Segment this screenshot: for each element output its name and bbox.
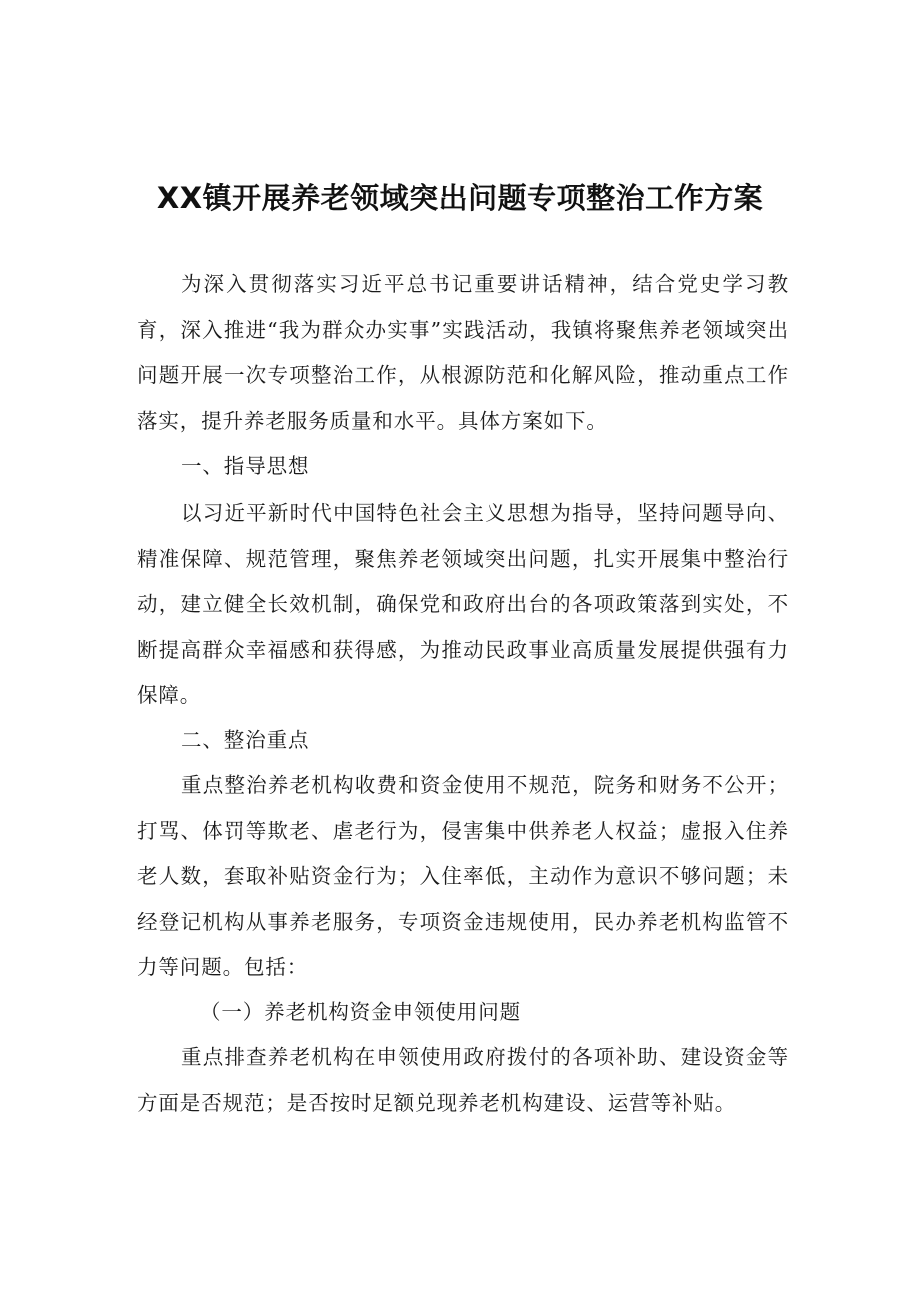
document-title: XX镇开展养老领域突出问题专项整治工作方案 xyxy=(156,181,764,215)
subsection-heading-fund-usage: （一）养老机构资金申领使用问题 xyxy=(200,1000,521,1024)
intro-paragraph: 为深入贯彻落实习近平总书记重要讲话精神，结合党史学习教育，深入推进“我为群众办实事”实践活动，我镇将聚焦养老领域突出问题开展一次专项整治工作，从根源防范和化解风险，推动重点工作落实，提升养老服务质量和水平。具体方案如下。 xyxy=(137,272,789,433)
guiding-ideology-paragraph: 以习近平新时代中国特色社会主义思想为指导，坚持问题导向、精准保障、规范管理，聚焦养老领域突出问题，扎实开展集中整治行动，建立健全长效机制，确保党和政府出台的各项政策落到实处，不断提高群众幸福感和获得感，为推动民政事业高质量发展提供强有力保障。 xyxy=(137,501,789,708)
section-heading-guiding-ideology: 一、指导思想 xyxy=(181,454,310,478)
rectification-focus-paragraph: 重点整治养老机构收费和资金使用不规范，院务和财务不公开；打骂、体罚等欺老、虐老行为，侵害集中供养老人权益；虚报入住养老人数，套取补贴资金行为；入住率低，主动作为意识不够问题；未经登记机构从事养老服务，专项资金违规使用，民办养老机构监管不力等问题。包括： xyxy=(137,773,789,980)
section-heading-rectification-focus: 二、整治重点 xyxy=(181,728,310,752)
fund-usage-paragraph: 重点排查养老机构在申领使用政府拨付的各项补助、建设资金等方面是否规范；是否按时足额兑现养老机构建设、运营等补贴。 xyxy=(137,1045,789,1115)
